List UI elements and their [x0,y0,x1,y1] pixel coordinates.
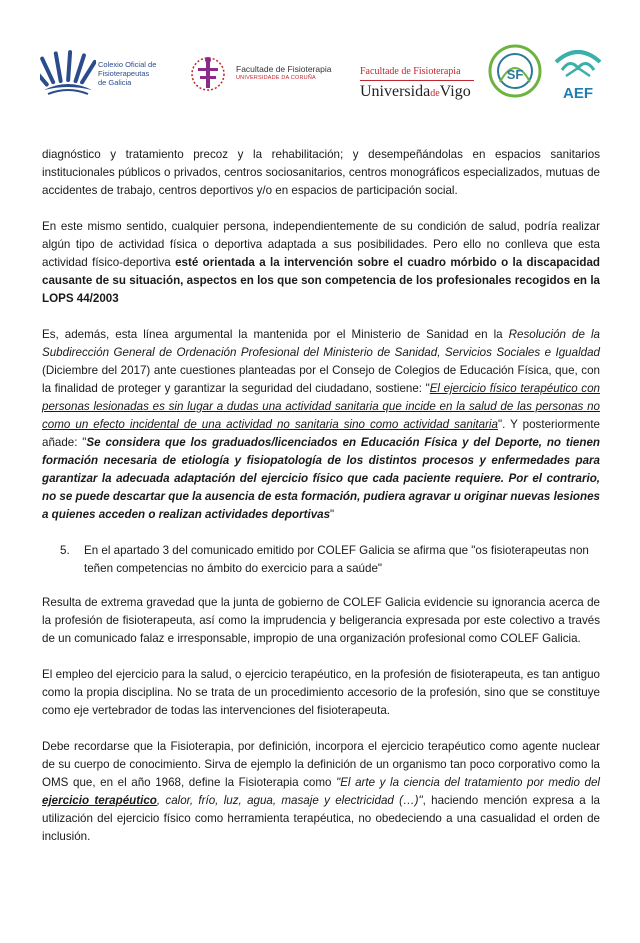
colegio-line-3: de Galicia [98,78,132,87]
paragraph-gravedad: Resulta de extrema gravedad que la junta de gobierno de COLEF Galicia evidencie su ignorancia acerca de la profesión de fisioterapeuta, así como la imprudencia y beligerancia expresada por este colectivo a través de un comunicado falaz e irresponsable, impropio de una organización profesional como COLEF Galicia. [42,596,600,645]
vigo-university-name: UniversidadeVigo [360,83,471,100]
list-number: 5. [60,544,70,557]
facultade-fisioterapia-coruna-logo [186,52,346,102]
aef-hands-icon [548,42,608,106]
ministerio-quote-2: Se considera que los graduados/licenciados en Educación Física y del Deporte, no tienen formación necesaria de etiología y fisiopatología de los distintos procesos y enfermedades para garantizar la adecuada adaptación del ejercicio físico que cada paciente requiere. Por el contrario, no se puede descartar que la ausencia de esta formación, pudiera agravar u originar nuevas lesiones a quienes acceden o realizan actividades deportivas [42,436,600,521]
paragraph-ejercicio: El empleo del ejercicio para la salud, o ejercicio terapéutico, en la profesión de fisioterapeuta, es tan antiguo como la propia disciplina. No se trata de un procedimiento accesorio de la profesión, sino que se constituye como eje vertebrador de todas las intervenciones del fisioterapeuta. [42,668,600,717]
coruna-emblem-icon [186,52,230,100]
ejercicio-terapeutico-emphasis: ejercicio terapéutico [42,794,157,807]
paragraph-diagnostico: diagnóstico y tratamiento precoz y la rehabilitación; y desempeñándolas en espacios sanitarios institucionales públicos o privados, centros sociosanitarios, centros monográficos especializados, mutuas de accidentes de trabajo, centros deportivos y/o en espacios de participación social. [42,148,600,197]
coruna-university-name: UNIVERSIDADE DA CORUÑA [236,75,316,81]
aef-label: AEF [563,85,593,102]
colegio-fan-icon [40,46,96,102]
aef-logo [548,42,608,106]
vigo-divider [360,80,474,81]
list-item-text: En el apartado 3 del comunicado emitido por COLEF Galicia se afirma que "os fisioterapeutas non teñen competencias no ámbito do exercicio para a saúde" [84,544,589,575]
paragraph-actividad-fisica: En este mismo sentido, cualquier persona, independientemente de su condición de salud, podría realizar algún tipo de actividad física o deportiva adaptada a sus posibilidades. Pero ello no conlleva que esta actividad físico-deportiva esté orientada a la intervención sobre el cuadro mórbido o la discapacidad causante de su situación, aspectos en los que son competencia de los profesionales recogidos en la LOPS 44/2003 [42,220,600,305]
colegio-line-1: Colexio Oficial de [98,60,157,69]
list-item-5 [60,542,600,578]
document-body [42,146,600,862]
ministerio-quote: El ejercicio físico terapéutico con personas lesionadas es sin lugar a dudas una actividad sanitaria que incide en la salud de las personas no como un efecto incidental de una actividad no sanitaria sino como actividad sanitaria [42,382,600,431]
coruna-faculty-name: Facultade de Fisioterapia [236,64,332,74]
paragraph-ministerio: Es, además, esta línea argumental la mantenida por el Ministerio de Sanidad en la Resolución de la Subdirección General de Ordenación Profesional del Ministerio de Sanidad, Servicios Sociales e Igualdad (Diciembre del 2017) ante cuestiones planteadas por el Consejo de Colegios de Educación Física, que, con la finalidad de proteger y garantizar la seguridad del ciudadano, sostiene: "El ejercicio físico terapéutico con personas lesionadas es sin lugar a dudas una actividad sanitaria que incide en la salud de las personas no como un efecto incidental de una actividad no sanitaria sino como actividad sanitaria". Y posteriormente añade: "Se considera que los graduados/licenciados en Educación Física y del Deporte, no tienen formación necesaria de etiología y fisiopatología de los distintos procesos y enfermedades para garantizar la adecuada adaptación del ejercicio físico que cada paciente requiere. Por el contrario, no se puede descartar que la ausencia de esta formación, pudiera agravar u originar nuevas lesiones a quienes acceden o realizan actividades deportivas" [42,328,600,521]
sf-label: SF [506,67,524,82]
sociedade-galega-fisioterapia-logo [486,42,544,104]
facultade-fisioterapia-vigo-logo [360,66,478,106]
sf-seal-icon [486,42,544,104]
colegio-line-2: Fisioterapeutas [98,69,150,78]
vigo-faculty-name: Facultade de Fisioterapia [360,66,461,77]
lops-emphasis: esté orientada a la intervención sobre el cuadro mórbido o la discapacidad causante de su situación, aspectos en los que son competencia de los profesionales recogidos en la LOPS 44/2003 [42,256,600,305]
header-logos [0,30,640,120]
resolucion-title: Resolución de la Subdirección General de Ordenación Profesional del Ministerio de Sanidad, Servicios Sociales e Igualdad [42,328,600,359]
paragraph-oms: Debe recordarse que la Fisioterapia, por definición, incorpora el ejercicio terapéutico como agente nuclear de su cuerpo de conocimiento. Sirva de ejemplo la definición de un organismo tan poco corporativo como la OMS que, en el año 1968, define la Fisioterapia como "El arte y la ciencia del tratamiento por medio del ejercicio terapéutico, calor, frío, luz, agua, masaje y electricidad (…)", haciendo mención expresa a la utilización del ejercicio físico como herramienta terapéutica, no obedeciendo a una casualidad el orden de inclusión. [42,740,600,843]
colegio-fisioterapeutas-logo [40,46,170,106]
